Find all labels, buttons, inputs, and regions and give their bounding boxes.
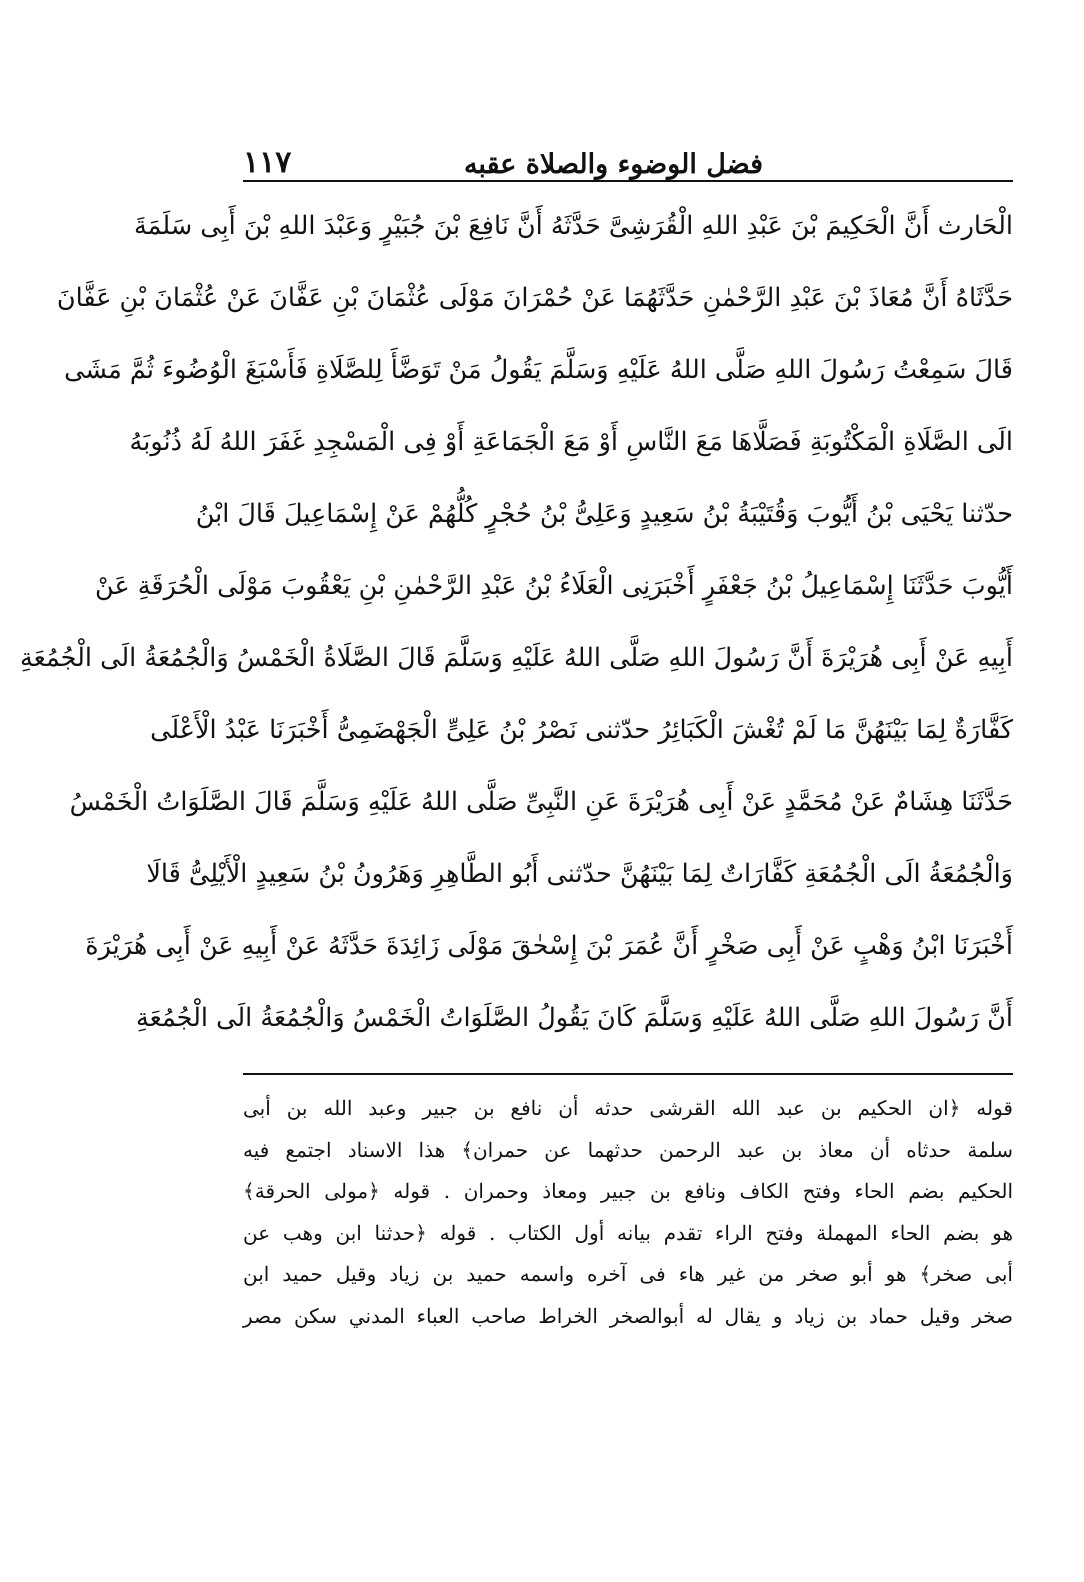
text-line: أَبِيهِ عَنْ أَبِى هُرَيْرَةَ أَنَّ رَسُولَ اللهِ صَلَّى اللهُ عَلَيْهِ وَسَلَّمَ قَالَ الصَّلَاةُ الْخَمْسُ وَالْجُمُعَةُ الَى الْجُمُعَةِ bbox=[19, 643, 1013, 673]
text-line: حدّثنا يَحْيَى بْنُ أَيُّوبَ وَقُتَيْبَةُ بْنُ سَعِيدٍ وَعَلِىُّ بْنُ حُجْرٍ كُلُّهُمْ عَنْ إِسْمَاعِيلَ قَالَ ابْنُ bbox=[195, 499, 1013, 529]
commentary-line: هو بضم الحاء المهملة وفتح الراء تقدم بيانه أول الكتاب . قوله ﴿حدثنا ابن وهب عن bbox=[243, 1220, 1013, 1245]
page-header bbox=[243, 128, 1013, 178]
text-line: الَى الصَّلَاةِ الْمَكْتُوبَةِ فَصَلَّاهَا مَعَ النَّاسِ أَوْ مَعَ الْجَمَاعَةِ أَوْ فِى الْمَسْجِدِ غَفَرَ اللهُ لَهُ ذُنُوبَهُ bbox=[129, 427, 1013, 457]
text-line: أَخْبَرَنَا ابْنُ وَهْبٍ عَنْ أَبِى صَخْرٍ أَنَّ عُمَرَ بْنَ إِسْحٰقَ مَوْلَى زَائِدَةَ حَدَّثَهُ عَنْ أَبِيهِ عَنْ أَبِى هُرَيْرَةَ bbox=[85, 931, 1013, 961]
commentary-text bbox=[243, 1088, 1013, 1337]
commentary-line: أبى صخر﴾ هو أبو صخر من غير هاء فى آخره واسمه حميد بن زياد وقيل حميد ابن bbox=[243, 1262, 1013, 1286]
commentary-rule bbox=[243, 1073, 1013, 1075]
commentary-line: قوله ﴿ان الحكيم بن عبد الله القرشى حدثه أن نافع بن جبير وعبد الله بن أبى bbox=[243, 1096, 1013, 1120]
commentary-line: صخر وقيل حماد بن زياد و يقال له أبوالصخر الخراط صاحب العباء المدني سكن مصر bbox=[243, 1303, 1013, 1328]
page-number: ١١٧ bbox=[243, 145, 292, 180]
text-line: وَالْجُمُعَةُ الَى الْجُمُعَةِ كَفَّارَاتٌ لِمَا بَيْنَهُنَّ حدّثنى أَبُو الطَّاهِرِ وَهَرُونُ بْنُ سَعِيدٍ الْأَيْلِىُّ قَالَا bbox=[146, 859, 1013, 889]
text-line: قَالَ سَمِعْتُ رَسُولَ اللهِ صَلَّى اللهُ عَلَيْهِ وَسَلَّمَ يَقُولُ مَنْ تَوَضَّأَ لِلصَّلَاةِ فَأَسْبَغَ الْوُضُوءَ ثُمَّ مَشَى bbox=[64, 355, 1013, 385]
text-line: الْحَارث أَنَّ الْحَكِيمَ بْنَ عَبْدِ اللهِ الْقُرَشِىَّ حَدَّثَهُ أَنَّ نَافِعَ بْنَ جُبَيْرٍ وَعَبْدَ اللهِ بْنَ أَبِى سَلَمَةَ bbox=[133, 211, 1013, 241]
text-line: أَنَّ رَسُولَ اللهِ صَلَّى اللهُ عَلَيْهِ وَسَلَّمَ كَانَ يَقُولُ الصَّلَوَاتُ الْخَمْسُ وَالْجُمُعَةُ الَى الْجُمُعَةِ bbox=[135, 1003, 1013, 1033]
hadith-text bbox=[19, 190, 1013, 1060]
text-line: كَفَّارَةٌ لِمَا بَيْنَهُنَّ مَا لَمْ تُغْشَ الْكَبَائِرُ حدّثنى نَصْرُ بْنُ عَلِىٍّ الْجَهْضَمِىُّ أَخْبَرَنَا عَبْدُ الْأَعْلَى bbox=[150, 715, 1013, 745]
commentary-line: سلمة حدثاه أن معاذ بن عبد الرحمن حدثهما عن حمران﴾ هذا الاسناد اجتمع فيه bbox=[243, 1137, 1013, 1162]
text-line: حَدَّثَنَا هِشَامٌ عَنْ مُحَمَّدٍ عَنْ أَبِى هُرَيْرَةَ عَنِ النَّبِىِّ صَلَّى اللهُ عَلَيْهِ وَسَلَّمَ قَالَ الصَّلَوَاتُ الْخَمْسُ bbox=[69, 787, 1013, 817]
text-line: أَيُّوبَ حَدَّثَنَا إِسْمَاعِيلُ بْنُ جَعْفَرٍ أَخْبَرَنِى الْعَلَاءُ بْنُ عَبْدِ الرَّحْمٰنِ بْنِ يَعْقُوبَ مَوْلَى الْحُرَقَةِ عَنْ bbox=[95, 571, 1013, 601]
header-rule bbox=[243, 180, 1013, 182]
commentary-line: الحكيم بضم الحاء وفتح الكاف ونافع بن جبير ومعاذ وحمران . قوله ﴿مولى الحرقة﴾ bbox=[243, 1179, 1013, 1203]
running-title: فضل الوضوء والصلاة عقبه bbox=[463, 149, 763, 180]
text-line: حَدَّثَاهُ أَنَّ مُعَاذَ بْنَ عَبْدِ الرَّحْمٰنِ حَدَّثَهُمَا عَنْ حُمْرَانَ مَوْلَى عُثْمَانَ بْنِ عَفَّانَ عَنْ عُثْمَانَ بْنِ عَفَّانَ bbox=[56, 283, 1013, 313]
